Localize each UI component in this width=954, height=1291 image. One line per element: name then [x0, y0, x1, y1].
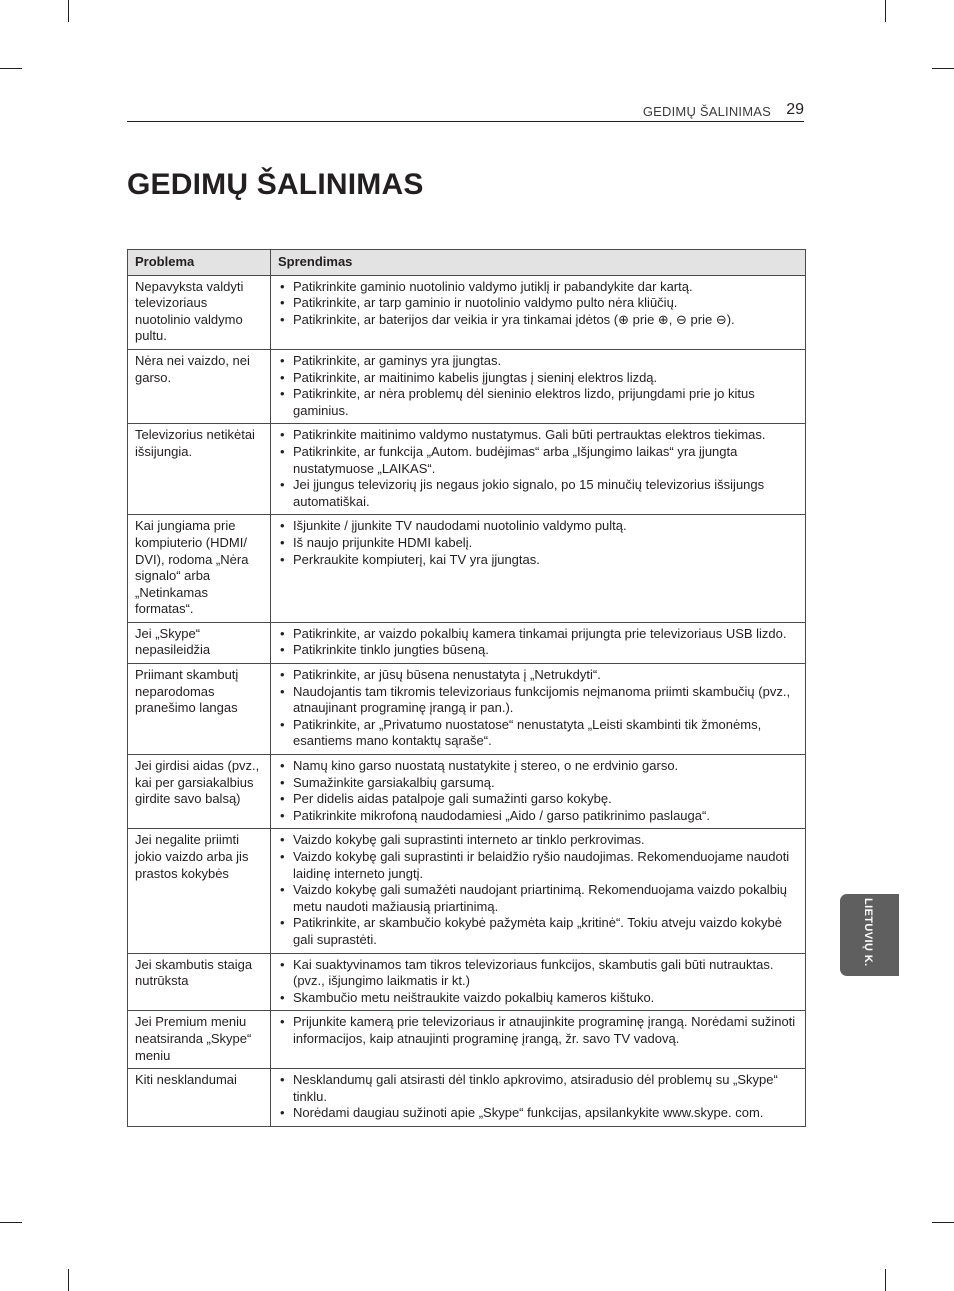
solution-list: [278, 279, 799, 329]
solution-item: • Patikrinkite, ar baterijos dar veikia ir yra tinkamai įdėtos (⊕ prie ⊕, ⊖ prie ⊖).: [278, 312, 799, 329]
solution-item: • Patikrinkite, ar vaizdo pokalbių kamera tinkamai prijungta prie televizoriaus USB lizdo.: [278, 626, 799, 643]
table-header-row: [128, 250, 806, 276]
solution-item: • Namų kino garso nuostatą nustatykite į stereo, o ne erdvinio garso.: [278, 758, 799, 775]
solution-item: • Patikrinkite gaminio nuotolinio valdymo jutiklį ir pabandykite dar kartą.: [278, 279, 799, 296]
problem-cell: Jei Premium meniu neatsiranda „Skype“ meniu: [128, 1011, 271, 1069]
solution-item: • Prijunkite kamerą prie televizoriaus ir atnaujinkite programinę įrangą. Norėdami sužinoti informacijos, kaip atnaujinti programinę įrangą, žr. savo TV vadovą.: [278, 1014, 799, 1047]
crop-mark: [0, 1222, 22, 1223]
solution-item: • Sumažinkite garsiakalbių garsumą.: [278, 775, 799, 792]
table-row: [128, 1069, 806, 1127]
table-row: [128, 829, 806, 953]
solution-cell: [271, 622, 806, 663]
table-row: [128, 349, 806, 423]
crop-mark: [0, 68, 22, 69]
solution-cell: [271, 1069, 806, 1127]
troubleshooting-table: [127, 249, 806, 1127]
problem-cell: Jei „Skype“ nepasileidžia: [128, 622, 271, 663]
solution-item: • Patikrinkite, ar jūsų būsena nenustatyta į „Netrukdyti“.: [278, 667, 799, 684]
problem-cell: Jei negalite priimti jokio vaizdo arba jis prastos kokybės: [128, 829, 271, 953]
table-row: [128, 622, 806, 663]
solution-cell: [271, 424, 806, 515]
solution-cell: [271, 829, 806, 953]
solution-item: • Patikrinkite, ar funkcija „Autom. budėjimas“ arba „Išjungimo laikas“ yra įjungta nustatymuose „LAIKAS“.: [278, 444, 799, 477]
table-row: [128, 1011, 806, 1069]
running-header: [127, 101, 804, 122]
solution-cell: [271, 1011, 806, 1069]
table-body: [128, 275, 806, 1126]
solution-item: • Kai suaktyvinamos tam tikros televizoriaus funkcijos, skambutis gali būti nutrauktas. (pvz., išjungimo laikmatis ir kt.): [278, 957, 799, 990]
solution-list: [278, 1014, 799, 1047]
solution-item: • Patikrinkite, ar skambučio kokybė pažymėta kaip „kritinė“. Tokiu atveju vaizdo kokybė gali suprastėti.: [278, 915, 799, 948]
problem-cell: Nepavyksta valdyti televizoriaus nuotolinio valdymo pultu.: [128, 275, 271, 349]
language-side-tab: [840, 894, 899, 976]
solution-list: [278, 957, 799, 1007]
solution-item: • Nesklandumų gali atsirasti dėl tinklo apkrovimo, atsiradusio dėl problemų su „Skype“ tinklu.: [278, 1072, 799, 1105]
solution-item: • Patikrinkite, ar maitinimo kabelis įjungtas į sieninį elektros lizdą.: [278, 370, 799, 387]
crop-mark: [885, 1269, 886, 1291]
column-header-solution: Sprendimas: [271, 250, 806, 276]
table-row: [128, 275, 806, 349]
solution-item: • Patikrinkite tinklo jungties būseną.: [278, 642, 799, 659]
page-title: GEDIMŲ ŠALINIMAS: [127, 168, 424, 201]
problem-cell: Priimant skambutį neparodomas pranešimo langas: [128, 664, 271, 755]
table-row: [128, 755, 806, 829]
solution-item: • Vaizdo kokybę gali suprastinti interneto ar tinklo perkrovimas.: [278, 832, 799, 849]
solution-list: [278, 667, 799, 750]
solution-list: [278, 353, 799, 419]
solution-item: • Išjunkite / įjunkite TV naudodami nuotolinio valdymo pultą.: [278, 518, 799, 535]
solution-cell: [271, 349, 806, 423]
problem-cell: Kai jungiama prie kompiuterio (HDMI/ DVI), rodoma „Nėra signalo“ arba „Netinkamas formatas“.: [128, 515, 271, 623]
table-row: [128, 424, 806, 515]
solution-item: • Iš naujo prijunkite HDMI kabelį.: [278, 535, 799, 552]
solution-list: [278, 626, 799, 659]
crop-mark: [932, 1222, 954, 1223]
solution-list: [278, 1072, 799, 1122]
solution-cell: [271, 953, 806, 1011]
language-label: LIETUVIŲ K.: [862, 898, 874, 967]
solution-item: • Skambučio metu neištraukite vaizdo pokalbių kameros kištuko.: [278, 990, 799, 1007]
solution-list: [278, 427, 799, 510]
solution-item: • Perkraukite kompiuterį, kai TV yra įjungtas.: [278, 552, 799, 569]
problem-cell: Jei skambutis staiga nutrūksta: [128, 953, 271, 1011]
solution-cell: [271, 275, 806, 349]
header-section-title: GEDIMŲ ŠALINIMAS: [642, 104, 771, 119]
solution-item: • Vaizdo kokybę gali sumažėti naudojant priartinimą. Rekomenduojama vaizdo pokalbių metu naudoti mažiausią priartinimą.: [278, 882, 799, 915]
solution-item: • Vaizdo kokybę gali suprastinti ir belaidžio ryšio naudojimas. Rekomenduojame naudoti laidinę interneto jungtį.: [278, 849, 799, 882]
column-header-problem: Problema: [128, 250, 271, 276]
solution-item: • Patikrinkite, ar nėra problemų dėl sieninio elektros lizdo, prijungdami prie jo kitus gaminius.: [278, 386, 799, 419]
solution-list: [278, 758, 799, 824]
solution-cell: [271, 664, 806, 755]
solution-cell: [271, 515, 806, 623]
solution-item: • Patikrinkite, ar gaminys yra įjungtas.: [278, 353, 799, 370]
problem-cell: Kiti nesklandumai: [128, 1069, 271, 1127]
solution-item: • Jei įjungus televizorių jis negaus jokio signalo, po 15 minučių televizorius išsijungs automatiškai.: [278, 477, 799, 510]
solution-item: • Per didelis aidas patalpoje gali sumažinti garso kokybę.: [278, 791, 799, 808]
crop-mark: [932, 68, 954, 69]
table-row: [128, 664, 806, 755]
solution-item: • Patikrinkite mikrofoną naudodamiesi „Aido / garso patikrinimo paslauga“.: [278, 808, 799, 825]
solution-list: [278, 518, 799, 568]
solution-item: • Patikrinkite, ar „Privatumo nuostatose“ nenustatyta „Leisti skambinti tik žmonėms, esantiems mano kontaktų sąraše“.: [278, 717, 799, 750]
crop-mark: [68, 0, 69, 22]
crop-mark: [68, 1269, 69, 1291]
solution-list: [278, 832, 799, 948]
problem-cell: Nėra nei vaizdo, nei garso.: [128, 349, 271, 423]
page-number: 29: [786, 101, 804, 118]
table-row: [128, 953, 806, 1011]
solution-item: • Norėdami daugiau sužinoti apie „Skype“ funkcijas, apsilankykite www.skype. com.: [278, 1105, 799, 1122]
table-row: [128, 515, 806, 623]
problem-cell: Jei girdisi aidas (pvz., kai per garsiakalbius girdite savo balsą): [128, 755, 271, 829]
solution-item: • Patikrinkite maitinimo valdymo nustatymus. Gali būti pertrauktas elektros tiekimas.: [278, 427, 799, 444]
problem-cell: Televizorius netikėtai išsijungia.: [128, 424, 271, 515]
crop-mark: [885, 0, 886, 22]
solution-item: • Patikrinkite, ar tarp gaminio ir nuotolinio valdymo pulto nėra kliūčių.: [278, 295, 799, 312]
solution-item: • Naudojantis tam tikromis televizoriaus funkcijomis neįmanoma priimti skambučių (pvz., atnaujinant programinę įrangą ir pan.).: [278, 684, 799, 717]
solution-cell: [271, 755, 806, 829]
